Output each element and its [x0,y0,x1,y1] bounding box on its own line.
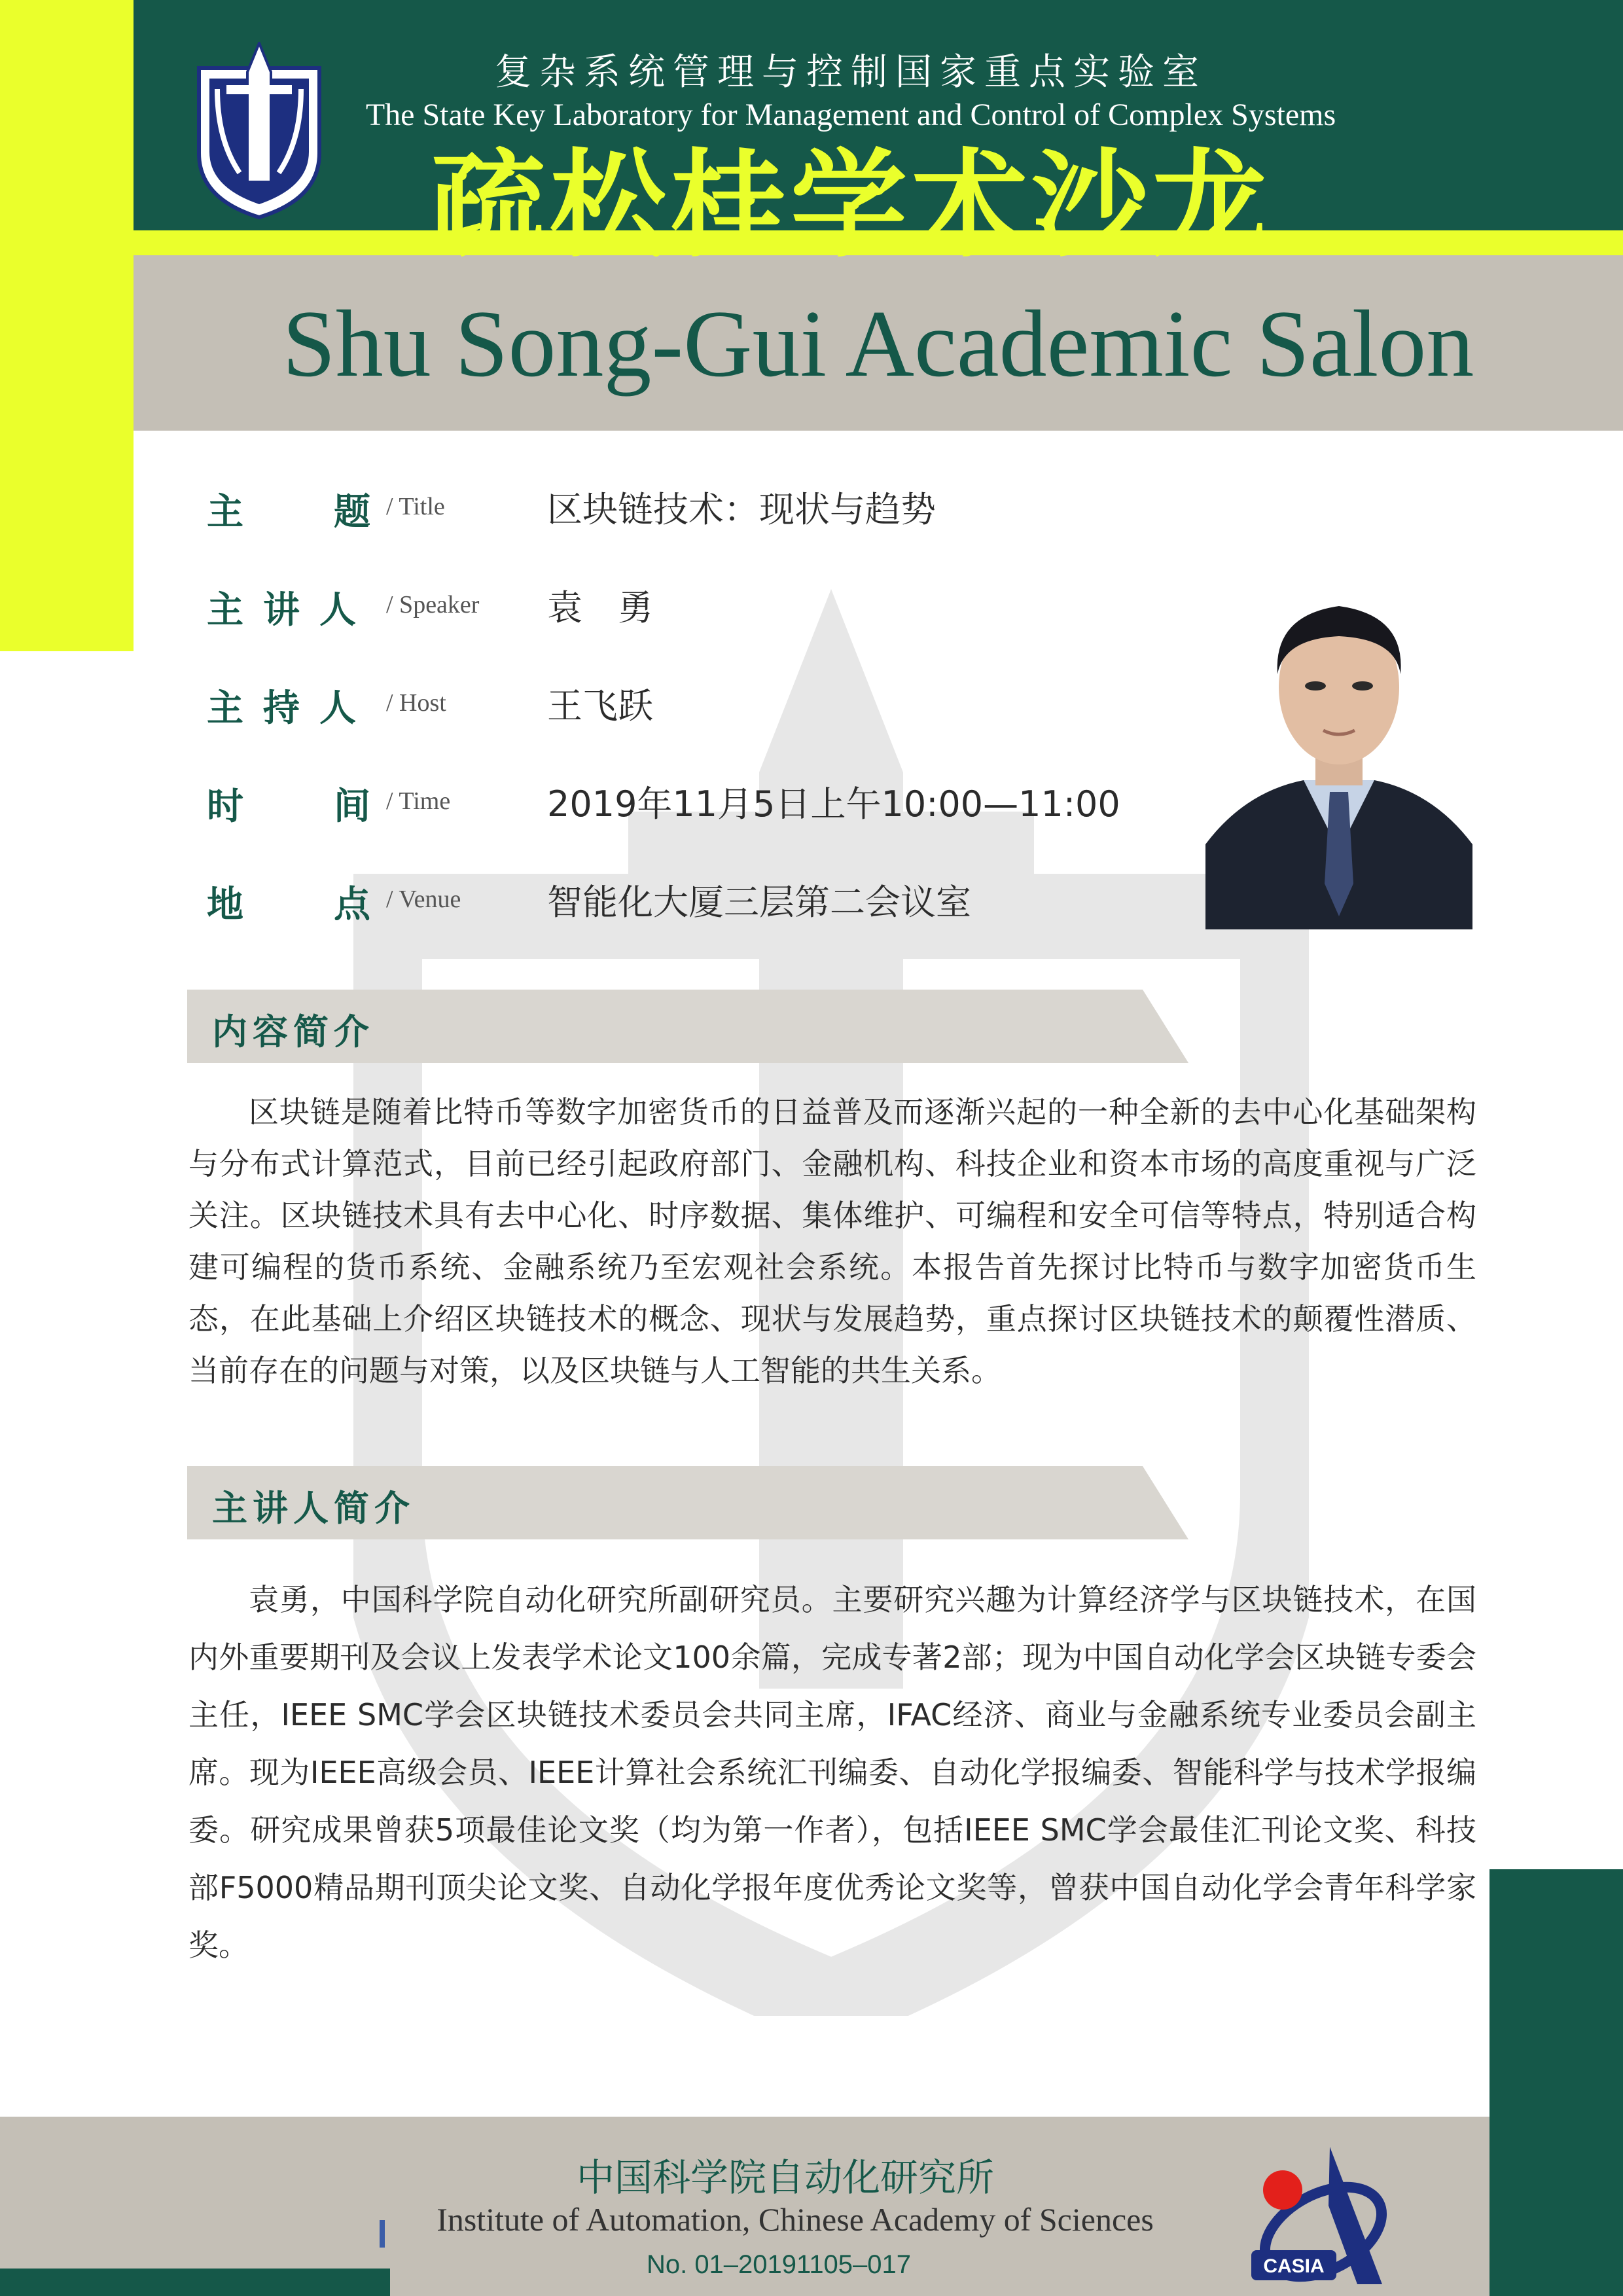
time-label-en: / Time [386,787,451,815]
talk-venue: 智能化大厦三层第二会议室 [547,882,971,923]
label-char: 间 [334,785,370,828]
venue-label-en: / Venue [386,886,461,913]
speaker-label-en: / Speaker [386,591,480,619]
speaker-name: 袁 勇 [547,587,653,628]
casia-logo-icon [1245,2134,1402,2289]
time-label [207,778,370,830]
title-label [207,483,370,535]
speaker-photo [1205,576,1472,929]
host-label-en: / Host [386,689,446,717]
talk-title: 区块链技术：现状与趋势 [547,489,936,530]
label-char: 地 [207,884,243,926]
speaker-label: 主讲人 [207,589,376,632]
abstract-section-head [187,990,1188,1063]
salon-title-en: Shu Song-Gui Academic Salon [282,291,1474,397]
label-char: 时 [207,785,243,828]
lab-name-cn: 复杂系统管理与控制国家重点实验室 [495,51,1207,94]
document-number: No. 01–20191105–017 [646,2250,912,2279]
venue-label [207,876,370,928]
title-label-en: / Title [386,493,445,520]
label-char: 题 [334,491,370,533]
casia-logo-text: CASIA [1263,2255,1325,2277]
abstract-text: 区块链是随着比特币等数字加密货币的日益普及而逐渐兴起的一种全新的去中心化基础架构与分布式计算范式，目前已经引起政府部门、金融机构、科技企业和资本市场的高度重视与广泛关注。区块链技术具有去中心化、时序数据、集体维护、可编程和安全可信等特点，特别适合构建可编程的货币系统、金融系统乃至宏观社会系统。本报告首先探讨比特币与数字加密货币生态，在此基础上介绍区块链技术的概念、现状与发展趋势，重点探讨区块链技术的颠覆性潜质、当前存在的问题与对策，以及区块链与人工智能的共生关系。 [188,1094,1476,1388]
institute-name-en: Institute of Automation, Chinese Academy of Sciences [437,2201,1154,2238]
abstract-title: 内容简介 [212,1011,374,1052]
label-char: 点 [334,884,370,926]
institute-name-cn: 中国科学院自动化研究所 [576,2155,994,2200]
bio-section-head [187,1466,1188,1539]
salon-title-cn: 疏松桂学术沙龙 [429,137,1272,273]
bio-title: 主讲人简介 [212,1488,415,1529]
label-char: 主 [207,491,243,533]
talk-time: 2019年11月5日上午10:00—11:00 [547,783,1120,825]
lab-name-en: The State Key Laboratory for Management and Control of Complex Systems [365,98,1336,132]
host-label: 主持人 [207,687,376,730]
host-name: 王飞跃 [547,685,653,726]
bio-text: 袁勇，中国科学院自动化研究所副研究员。主要研究兴趣为计算经济学与区块链技术，在国内外重要期刊及会议上发表学术论文100余篇，完成专著2部；现为中国自动化学会区块链专委会主任，IEEE SMC学会区块链技术委员会共同主席，IFAC经济、商业与金融系统专业委员会副主席。现为IEEE高级会员、IEEE计算社会系统汇刊编委、自动化学报编委、智能科学与技术学报编委。研究成果曾获5项最佳论文奖（均为第一作者），包括IEEE SMC学会最佳汇刊论文奖、科技部F5000精品期刊顶尖论文奖、自动化学报年度优秀论文奖等，曾获中国自动化学会青年科学家奖。 [188,1582,1476,1963]
